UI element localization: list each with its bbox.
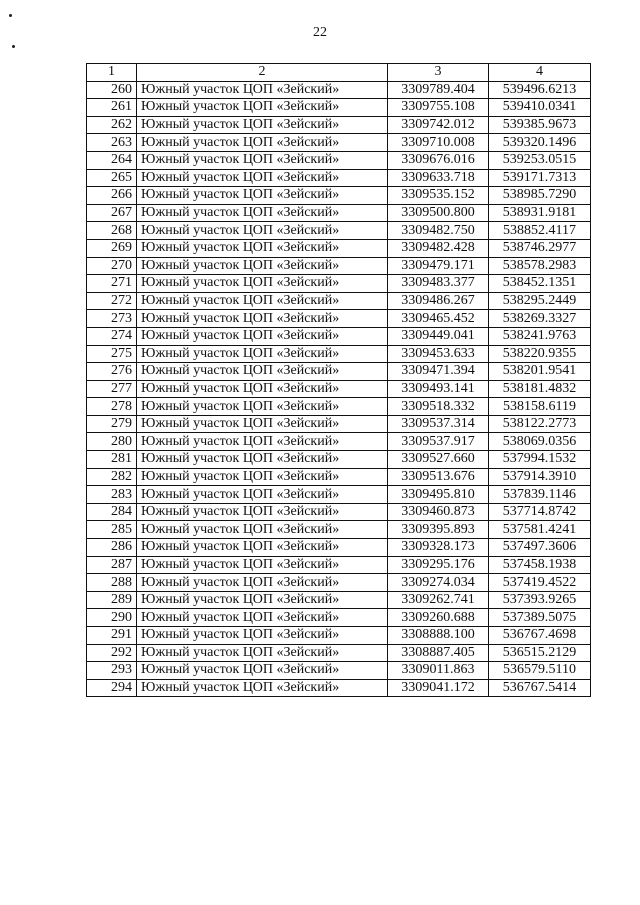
- point-number-cell: 294: [87, 679, 137, 697]
- site-name-cell: Южный участок ЦОП «Зейский»: [137, 679, 388, 697]
- y-coordinate-cell: 537497.3606: [489, 539, 591, 557]
- point-number-cell: 287: [87, 556, 137, 574]
- table-row: [87, 539, 591, 557]
- table-row: [87, 556, 591, 574]
- y-coordinate-cell: 539171.7313: [489, 169, 591, 187]
- table-row: [87, 380, 591, 398]
- point-number-cell: 262: [87, 116, 137, 134]
- site-name-cell: Южный участок ЦОП «Зейский»: [137, 398, 388, 416]
- table-row: [87, 433, 591, 451]
- site-name-cell: Южный участок ЦОП «Зейский»: [137, 451, 388, 469]
- scan-speck: [9, 14, 12, 17]
- point-number-cell: 290: [87, 609, 137, 627]
- x-coordinate-cell: 3309500.800: [388, 204, 489, 222]
- point-number-cell: 279: [87, 415, 137, 433]
- y-coordinate-cell: 538852.4117: [489, 222, 591, 240]
- site-name-cell: Южный участок ЦОП «Зейский»: [137, 275, 388, 293]
- table-row: [87, 468, 591, 486]
- table-row: [87, 345, 591, 363]
- table-row: [87, 187, 591, 205]
- site-name-cell: Южный участок ЦОП «Зейский»: [137, 609, 388, 627]
- point-number-cell: 271: [87, 275, 137, 293]
- x-coordinate-cell: 3309537.314: [388, 415, 489, 433]
- table-row: [87, 451, 591, 469]
- site-name-cell: Южный участок ЦОП «Зейский»: [137, 539, 388, 557]
- site-name-cell: Южный участок ЦОП «Зейский»: [137, 116, 388, 134]
- y-coordinate-cell: 538122.2773: [489, 415, 591, 433]
- table-row: [87, 169, 591, 187]
- y-coordinate-cell: 538241.9763: [489, 327, 591, 345]
- y-coordinate-cell: 536579.5110: [489, 662, 591, 680]
- x-coordinate-cell: 3309755.108: [388, 99, 489, 117]
- site-name-cell: Южный участок ЦОП «Зейский»: [137, 345, 388, 363]
- point-number-cell: 270: [87, 257, 137, 275]
- point-number-cell: 283: [87, 486, 137, 504]
- x-coordinate-cell: 3309742.012: [388, 116, 489, 134]
- point-number-cell: 284: [87, 503, 137, 521]
- site-name-cell: Южный участок ЦОП «Зейский»: [137, 292, 388, 310]
- x-coordinate-cell: 3309395.893: [388, 521, 489, 539]
- site-name-cell: Южный участок ЦОП «Зейский»: [137, 151, 388, 169]
- table-row: [87, 204, 591, 222]
- site-name-cell: Южный участок ЦОП «Зейский»: [137, 134, 388, 152]
- table-row: [87, 151, 591, 169]
- site-name-cell: Южный участок ЦОП «Зейский»: [137, 662, 388, 680]
- y-coordinate-cell: 538295.2449: [489, 292, 591, 310]
- point-number-cell: 281: [87, 451, 137, 469]
- table-row: [87, 503, 591, 521]
- table-row: [87, 99, 591, 117]
- table-row: [87, 134, 591, 152]
- x-coordinate-cell: 3309789.404: [388, 81, 489, 99]
- x-coordinate-cell: 3309479.171: [388, 257, 489, 275]
- point-number-cell: 264: [87, 151, 137, 169]
- y-coordinate-cell: 538931.9181: [489, 204, 591, 222]
- x-coordinate-cell: 3308887.405: [388, 644, 489, 662]
- y-coordinate-cell: 539385.9673: [489, 116, 591, 134]
- site-name-cell: Южный участок ЦОП «Зейский»: [137, 204, 388, 222]
- x-coordinate-cell: 3309449.041: [388, 327, 489, 345]
- site-name-cell: Южный участок ЦОП «Зейский»: [137, 574, 388, 592]
- y-coordinate-cell: 539496.6213: [489, 81, 591, 99]
- table-row: [87, 310, 591, 328]
- y-coordinate-cell: 538746.2977: [489, 239, 591, 257]
- point-number-cell: 280: [87, 433, 137, 451]
- site-name-cell: Южный участок ЦОП «Зейский»: [137, 556, 388, 574]
- x-coordinate-cell: 3309710.008: [388, 134, 489, 152]
- coordinates-table: [86, 63, 591, 697]
- site-name-cell: Южный участок ЦОП «Зейский»: [137, 310, 388, 328]
- x-coordinate-cell: 3309328.173: [388, 539, 489, 557]
- site-name-cell: Южный участок ЦОП «Зейский»: [137, 99, 388, 117]
- table-body: [87, 81, 591, 697]
- table-row: [87, 116, 591, 134]
- x-coordinate-cell: 3309537.917: [388, 433, 489, 451]
- site-name-cell: Южный участок ЦОП «Зейский»: [137, 187, 388, 205]
- table-header: [87, 64, 591, 82]
- y-coordinate-cell: 536767.4698: [489, 627, 591, 645]
- table-row: [87, 81, 591, 99]
- point-number-cell: 274: [87, 327, 137, 345]
- point-number-cell: 263: [87, 134, 137, 152]
- site-name-cell: Южный участок ЦОП «Зейский»: [137, 239, 388, 257]
- site-name-cell: Южный участок ЦОП «Зейский»: [137, 81, 388, 99]
- site-name-cell: Южный участок ЦОП «Зейский»: [137, 644, 388, 662]
- page-number: 22: [313, 25, 327, 40]
- y-coordinate-cell: 537994.1532: [489, 451, 591, 469]
- table-row: [87, 662, 591, 680]
- y-coordinate-cell: 538269.3327: [489, 310, 591, 328]
- y-coordinate-cell: 537914.3910: [489, 468, 591, 486]
- x-coordinate-cell: 3309518.332: [388, 398, 489, 416]
- point-number-cell: 278: [87, 398, 137, 416]
- point-number-cell: 268: [87, 222, 137, 240]
- x-coordinate-cell: 3309535.152: [388, 187, 489, 205]
- x-coordinate-cell: 3309527.660: [388, 451, 489, 469]
- y-coordinate-cell: 539320.1496: [489, 134, 591, 152]
- x-coordinate-cell: 3309041.172: [388, 679, 489, 697]
- x-coordinate-cell: 3309262.741: [388, 591, 489, 609]
- y-coordinate-cell: 538578.2983: [489, 257, 591, 275]
- site-name-cell: Южный участок ЦОП «Зейский»: [137, 591, 388, 609]
- site-name-cell: Южный участок ЦОП «Зейский»: [137, 433, 388, 451]
- y-coordinate-cell: 538069.0356: [489, 433, 591, 451]
- site-name-cell: Южный участок ЦОП «Зейский»: [137, 169, 388, 187]
- y-coordinate-cell: 538201.9541: [489, 363, 591, 381]
- x-coordinate-cell: 3309482.428: [388, 239, 489, 257]
- table-row: [87, 327, 591, 345]
- x-coordinate-cell: 3309483.377: [388, 275, 489, 293]
- table-row: [87, 591, 591, 609]
- x-coordinate-cell: 3309453.633: [388, 345, 489, 363]
- y-coordinate-cell: 538220.9355: [489, 345, 591, 363]
- site-name-cell: Южный участок ЦОП «Зейский»: [137, 327, 388, 345]
- x-coordinate-cell: 3309260.688: [388, 609, 489, 627]
- y-coordinate-cell: 538181.4832: [489, 380, 591, 398]
- y-coordinate-cell: 537458.1938: [489, 556, 591, 574]
- point-number-cell: 288: [87, 574, 137, 592]
- y-coordinate-cell: 539410.0341: [489, 99, 591, 117]
- site-name-cell: Южный участок ЦОП «Зейский»: [137, 486, 388, 504]
- x-coordinate-cell: 3309011.863: [388, 662, 489, 680]
- x-coordinate-cell: 3309274.034: [388, 574, 489, 592]
- table-row: [87, 415, 591, 433]
- table-row: [87, 363, 591, 381]
- site-name-cell: Южный участок ЦОП «Зейский»: [137, 521, 388, 539]
- x-coordinate-cell: 3309493.141: [388, 380, 489, 398]
- table-row: [87, 275, 591, 293]
- point-number-cell: 267: [87, 204, 137, 222]
- table-row: [87, 257, 591, 275]
- y-coordinate-cell: 536515.2129: [489, 644, 591, 662]
- site-name-cell: Южный участок ЦОП «Зейский»: [137, 363, 388, 381]
- y-coordinate-cell: 537581.4241: [489, 521, 591, 539]
- point-number-cell: 261: [87, 99, 137, 117]
- y-coordinate-cell: 537419.4522: [489, 574, 591, 592]
- scan-speck: [12, 45, 15, 48]
- point-number-cell: 277: [87, 380, 137, 398]
- site-name-cell: Южный участок ЦОП «Зейский»: [137, 415, 388, 433]
- site-name-cell: Южный участок ЦОП «Зейский»: [137, 627, 388, 645]
- x-coordinate-cell: 3309471.394: [388, 363, 489, 381]
- y-coordinate-cell: 537389.5075: [489, 609, 591, 627]
- point-number-cell: 293: [87, 662, 137, 680]
- table-row: [87, 644, 591, 662]
- x-coordinate-cell: 3309495.810: [388, 486, 489, 504]
- point-number-cell: 285: [87, 521, 137, 539]
- point-number-cell: 260: [87, 81, 137, 99]
- point-number-cell: 272: [87, 292, 137, 310]
- point-number-cell: 291: [87, 627, 137, 645]
- site-name-cell: Южный участок ЦОП «Зейский»: [137, 468, 388, 486]
- header-row: [87, 64, 591, 82]
- point-number-cell: 265: [87, 169, 137, 187]
- y-coordinate-cell: 537839.1146: [489, 486, 591, 504]
- x-coordinate-cell: 3309482.750: [388, 222, 489, 240]
- y-coordinate-cell: 539253.0515: [489, 151, 591, 169]
- y-coordinate-cell: 536767.5414: [489, 679, 591, 697]
- point-number-cell: 276: [87, 363, 137, 381]
- point-number-cell: 275: [87, 345, 137, 363]
- point-number-cell: 269: [87, 239, 137, 257]
- point-number-cell: 266: [87, 187, 137, 205]
- point-number-cell: 282: [87, 468, 137, 486]
- x-coordinate-cell: 3309513.676: [388, 468, 489, 486]
- point-number-cell: 273: [87, 310, 137, 328]
- site-name-cell: Южный участок ЦОП «Зейский»: [137, 380, 388, 398]
- y-coordinate-cell: 537393.9265: [489, 591, 591, 609]
- y-coordinate-cell: 537714.8742: [489, 503, 591, 521]
- site-name-cell: Южный участок ЦОП «Зейский»: [137, 503, 388, 521]
- point-number-cell: 292: [87, 644, 137, 662]
- y-coordinate-cell: 538158.6119: [489, 398, 591, 416]
- table-row: [87, 609, 591, 627]
- table-row: [87, 292, 591, 310]
- table-row: [87, 521, 591, 539]
- table-row: [87, 627, 591, 645]
- x-coordinate-cell: 3309460.873: [388, 503, 489, 521]
- x-coordinate-cell: 3309676.016: [388, 151, 489, 169]
- table-row: [87, 398, 591, 416]
- x-coordinate-cell: 3309486.267: [388, 292, 489, 310]
- table-row: [87, 679, 591, 697]
- x-coordinate-cell: 3309633.718: [388, 169, 489, 187]
- header-col-1: 1: [87, 64, 137, 82]
- table-row: [87, 222, 591, 240]
- site-name-cell: Южный участок ЦОП «Зейский»: [137, 222, 388, 240]
- header-col-3: 3: [388, 64, 489, 82]
- table-row: [87, 486, 591, 504]
- y-coordinate-cell: 538452.1351: [489, 275, 591, 293]
- header-col-4: 4: [489, 64, 591, 82]
- point-number-cell: 289: [87, 591, 137, 609]
- y-coordinate-cell: 538985.7290: [489, 187, 591, 205]
- table-row: [87, 239, 591, 257]
- table-row: [87, 574, 591, 592]
- point-number-cell: 286: [87, 539, 137, 557]
- site-name-cell: Южный участок ЦОП «Зейский»: [137, 257, 388, 275]
- x-coordinate-cell: 3309295.176: [388, 556, 489, 574]
- x-coordinate-cell: 3308888.100: [388, 627, 489, 645]
- header-col-2: 2: [137, 64, 388, 82]
- x-coordinate-cell: 3309465.452: [388, 310, 489, 328]
